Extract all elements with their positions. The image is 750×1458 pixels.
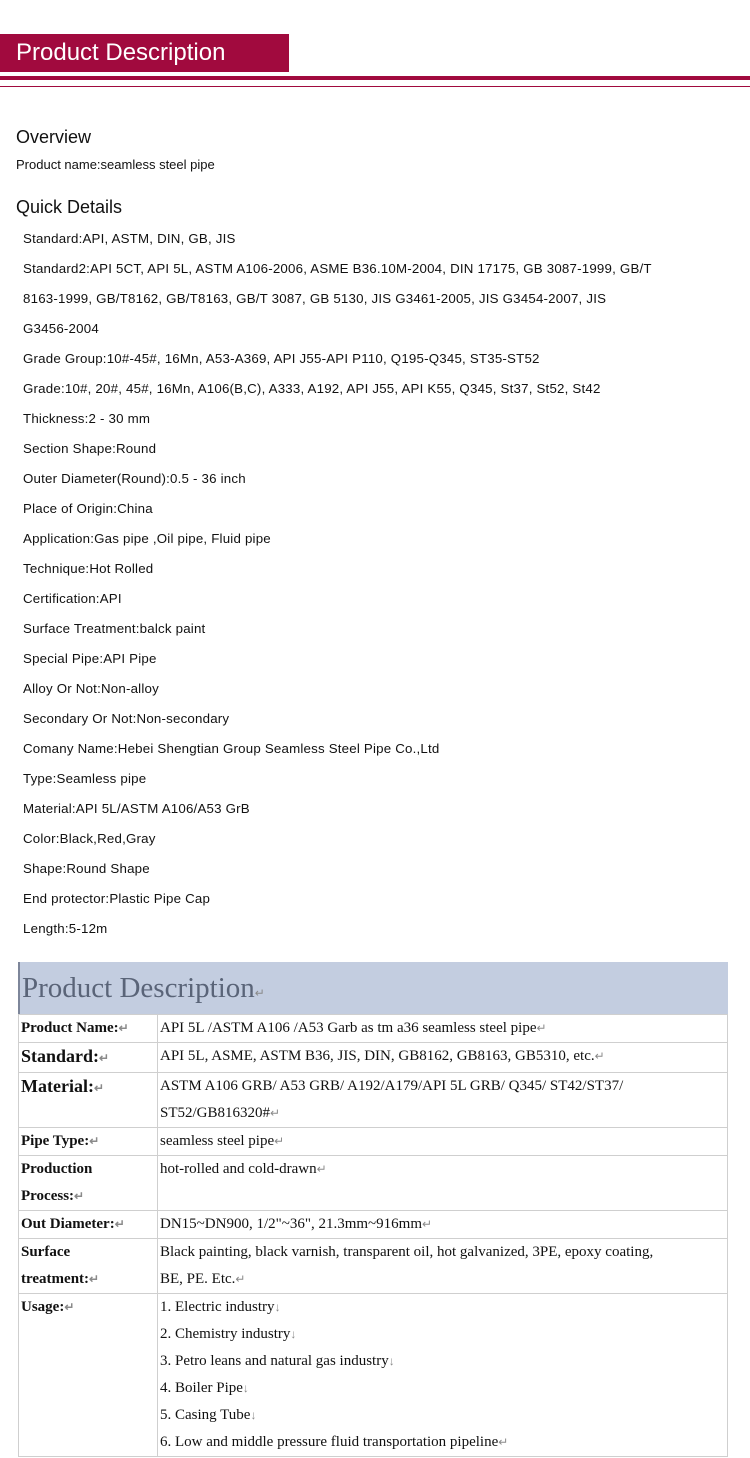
usage-item: 2. Chemistry industry↓ bbox=[160, 1326, 297, 1342]
detail-item: Secondary Or Not:Non-secondary bbox=[23, 711, 230, 726]
usage-item: 4. Boiler Pipe↓ bbox=[160, 1380, 249, 1396]
detail-item: G3456-2004 bbox=[23, 321, 99, 336]
usage-item: 6. Low and middle pressure fluid transportation pipeline↵ bbox=[160, 1434, 509, 1450]
detail-item: Surface Treatment:balck paint bbox=[23, 621, 206, 636]
detail-item: Material:API 5L/ASTM A106/A53 GrB bbox=[23, 801, 250, 816]
row-key: Standard:↵ bbox=[19, 1043, 158, 1073]
table-row bbox=[19, 1239, 728, 1294]
table-row bbox=[19, 1294, 728, 1457]
table-row bbox=[19, 1128, 728, 1156]
detail-item: Length:5-12m bbox=[23, 921, 108, 936]
row-value: ASTM A106 GRB/ A53 GRB/ A192/A179/API 5L GRB/ Q345/ ST42/ST37/ ST52/GB816320#↵ bbox=[158, 1073, 728, 1128]
usage-item: 3. Petro leans and natural gas industry↓ bbox=[160, 1353, 395, 1369]
overview-product-name: Product name:seamless steel pipe bbox=[16, 157, 215, 172]
spec-table-title: Product Description↵ bbox=[22, 972, 265, 1004]
row-key: Usage:↵ bbox=[19, 1294, 158, 1457]
detail-item: Type:Seamless pipe bbox=[23, 771, 147, 786]
detail-item: Comany Name:Hebei Shengtian Group Seamless Steel Pipe Co.,Ltd bbox=[23, 741, 440, 756]
row-value: DN15~DN900, 1/2"~36", 21.3mm~916mm↵ bbox=[158, 1211, 728, 1239]
detail-item: Thickness:2 - 30 mm bbox=[23, 411, 151, 426]
detail-item: Place of Origin:China bbox=[23, 501, 153, 516]
usage-item: 1. Electric industry↓ bbox=[160, 1299, 281, 1315]
detail-item: Outer Diameter(Round):0.5 - 36 inch bbox=[23, 471, 246, 486]
detail-item: End protector:Plastic Pipe Cap bbox=[23, 891, 211, 906]
spec-table-header bbox=[18, 962, 728, 1014]
row-key: Production Process:↵ bbox=[19, 1156, 158, 1211]
divider-thin bbox=[0, 86, 750, 87]
table-row bbox=[19, 1015, 728, 1043]
detail-item: Application:Gas pipe ,Oil pipe, Fluid pipe bbox=[23, 531, 271, 546]
detail-item: Grade:10#, 20#, 45#, 16Mn, A106(B,C), A333, A192, API J55, API K55, Q345, St37, St52, St42 bbox=[23, 381, 601, 396]
row-key: Product Name:↵ bbox=[19, 1015, 158, 1043]
overview-heading: Overview bbox=[16, 127, 92, 147]
row-key: Surface treatment:↵ bbox=[19, 1239, 158, 1294]
quick-details-list bbox=[23, 224, 723, 944]
usage-item: 5. Casing Tube↓ bbox=[160, 1407, 257, 1423]
row-value: Black painting, black varnish, transparent oil, hot galvanized, 3PE, epoxy coating, BE, PE. Etc.↵ bbox=[158, 1239, 728, 1294]
row-value: seamless steel pipe↵ bbox=[158, 1128, 728, 1156]
divider-thick bbox=[0, 76, 750, 80]
row-key: Out Diameter:↵ bbox=[19, 1211, 158, 1239]
page-title: Product Description bbox=[16, 39, 226, 66]
row-key: Material:↵ bbox=[19, 1073, 158, 1128]
detail-item: Certification:API bbox=[23, 591, 122, 606]
row-value bbox=[158, 1294, 728, 1457]
table-row bbox=[19, 1156, 728, 1211]
header-accent-bar bbox=[18, 962, 20, 1014]
detail-item: 8163-1999, GB/T8162, GB/T8163, GB/T 3087, GB 5130, JIS G3461-2005, JIS G3454-2007, JIS bbox=[23, 291, 607, 306]
row-value: API 5L, ASME, ASTM B36, JIS, DIN, GB8162, GB8163, GB5310, etc.↵ bbox=[158, 1043, 728, 1073]
detail-item: Section Shape:Round bbox=[23, 441, 157, 456]
detail-item: Standard:API, ASTM, DIN, GB, JIS bbox=[23, 231, 236, 246]
table-row bbox=[19, 1211, 728, 1239]
row-value: hot-rolled and cold-drawn↵ bbox=[158, 1156, 728, 1211]
spec-table-section bbox=[18, 962, 728, 1457]
detail-item: Grade Group:10#-45#, 16Mn, A53-A369, API J55-API P110, Q195-Q345, ST35-ST52 bbox=[23, 351, 540, 366]
detail-item: Standard2:API 5CT, API 5L, ASTM A106-2006, ASME B36.10M-2004, DIN 17175, GB 3087-1999, GB/T bbox=[23, 261, 652, 276]
table-row bbox=[19, 1043, 728, 1073]
quick-details-heading: Quick Details bbox=[16, 197, 123, 217]
spec-table bbox=[18, 1014, 728, 1457]
detail-item: Shape:Round Shape bbox=[23, 861, 150, 876]
detail-item: Special Pipe:API Pipe bbox=[23, 651, 157, 666]
row-key: Pipe Type:↵ bbox=[19, 1128, 158, 1156]
detail-item: Alloy Or Not:Non-alloy bbox=[23, 681, 159, 696]
table-row bbox=[19, 1073, 728, 1128]
detail-item: Technique:Hot Rolled bbox=[23, 561, 154, 576]
detail-item: Color:Black,Red,Gray bbox=[23, 831, 156, 846]
row-value: API 5L /ASTM A106 /A53 Garb as tm a36 seamless steel pipe↵ bbox=[158, 1015, 728, 1043]
